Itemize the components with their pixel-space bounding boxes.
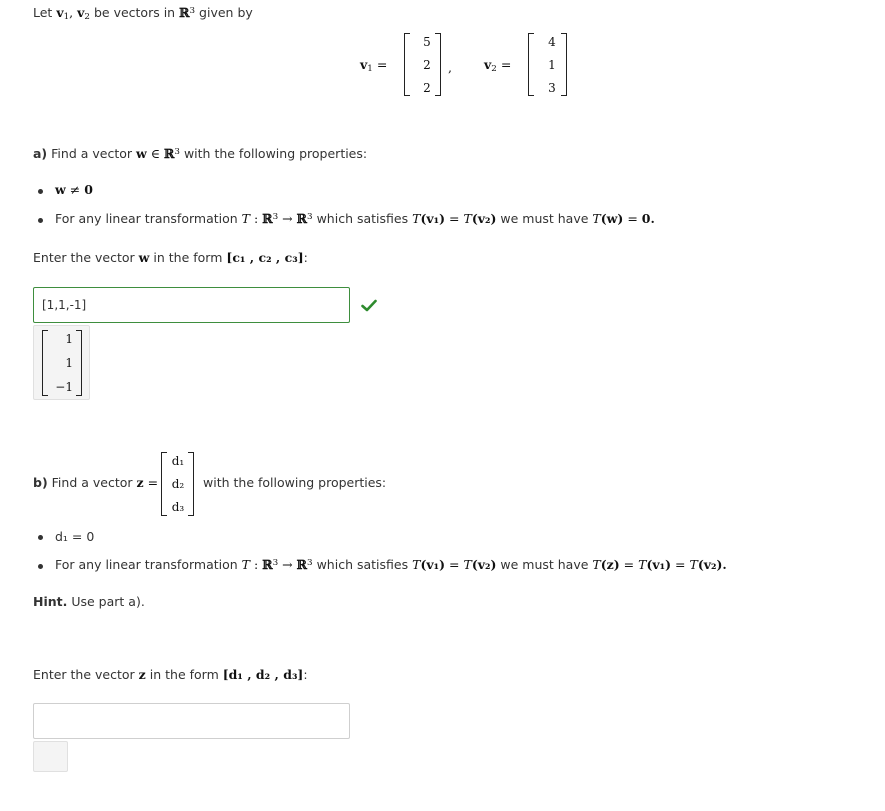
part-a-property-1: w ≠ 0 [55,182,93,197]
bullet [38,564,43,569]
v1-matrix: 5 2 2 [423,35,431,95]
z-right-bracket [188,452,194,516]
bullet [38,189,43,194]
z-left-bracket [161,452,167,516]
check-icon [361,299,377,312]
z-matrix: d₁ d₂ d₃ [171,454,185,514]
preview-left-bracket [42,330,48,396]
v2-left-bracket [528,33,534,96]
preview-right-bracket [76,330,82,396]
part-b-preview [33,741,68,772]
bullet [38,535,43,540]
v1-left-bracket [404,33,410,96]
part-a-property-2: For any linear transformation T : ℝ$^3$ → ℝ$^3$ which satisfies T(v₁) = T(v₂) we must have T(w) = 0. [55,211,655,226]
v2-right-bracket [561,33,567,96]
part-b-question-start: b) Find a vector z = [33,475,159,490]
bullet [38,218,43,223]
part-a-question: a) Find a vector w ∈ ℝ$^3$ with the following properties: [33,146,368,161]
part-b-question-end: with the following properties: [203,475,387,490]
v1-label: $v_1$ = [360,57,388,74]
v1-right-bracket [435,33,441,96]
part-b-hint: Hint. Use part a). [33,594,145,609]
v2-label: $v_2$ = [484,57,512,74]
v2-matrix: 4 1 3 [548,35,556,95]
part-a-preview [33,325,90,400]
vector-separator: , [448,60,452,75]
part-b-property-2: For any linear transformation T : ℝ$^3$ → ℝ$^3$ which satisfies T(v₁) = T(v₂) we must have T(z) = T(v₁) = T(v₂). [55,557,727,572]
part-b-answer-input[interactable] [33,703,350,739]
intro-line: Let $v_1$, $v_2$ be vectors in ℝ$^3$ given by [33,5,253,22]
part-b-enter-instruction: Enter the vector z in the form [d₁ , d₂ , d₃]: [33,667,308,682]
part-a-enter-instruction: Enter the vector w in the form [c₁ , c₂ , c₃]: [33,250,308,265]
preview-matrix: 1 1 −1 [55,332,73,394]
part-b-property-1: d₁ = 0 [55,529,95,544]
part-a-answer-input[interactable] [33,287,350,323]
